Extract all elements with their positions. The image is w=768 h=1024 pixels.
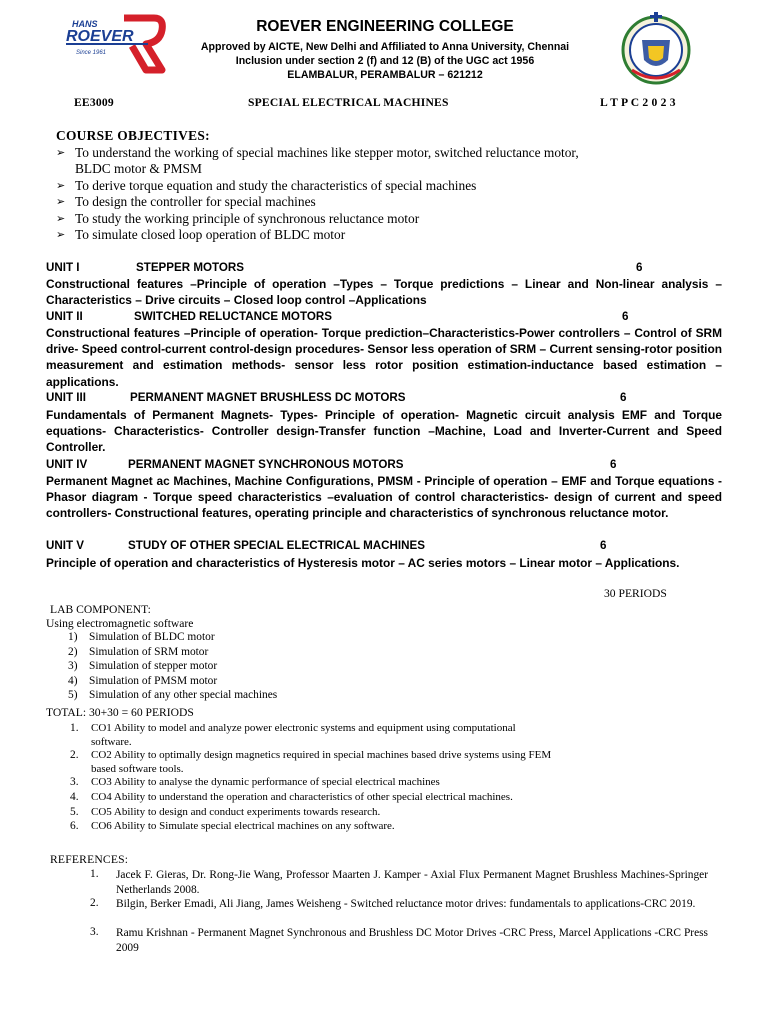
unit-number: UNIT IV [46,458,88,471]
arrow-bullet-icon: ➢ [56,147,66,159]
unit-hours: 6 [636,261,643,274]
unit-name: STUDY OF OTHER SPECIAL ELECTRICAL MACHINES [128,539,425,552]
logo-brand-top: HANS [72,19,98,29]
unit-hours: 6 [620,391,627,404]
unit-number: UNIT I [46,261,80,274]
reference-text: Jacek F. Gieras, Dr. Rong-Jie Wang, Professor Maarten J. Kamper - Axial Flux Permanent Magnet Brushless Machines-Springer Netherlands 2008. [116,869,708,896]
unit-content: Permanent Magnet ac Machines, Machine Configurations, PMSM - Principle of operation – EMF and Torque equations - Phasor diagram - Torque speed characteristics –evaluation of control characteristics- design of current and speed controllers- Constructional features, operating principle and characteristics of synchronous reluctance motor. [46,474,722,521]
total-periods: TOTAL: 30+30 = 60 PERIODS [46,706,194,719]
unit-name: STEPPER MOTORS [136,261,245,274]
unit-hours: 6 [610,458,617,471]
unit-heading [46,261,643,274]
logo-brand-since: Since 1961 [76,50,107,56]
course-ltpc: L T P C 2 0 2 3 [600,96,676,109]
unit-content: Constructional features –Principle of operation –Types – Torque predictions – Linear and Non-linear analysis – Characteristics – Drive circuits – Closed loop control –Applications [46,277,722,308]
reference-text: Bilgin, Berker Emadi, Ali Jiang, James Weisheng - Switched reluctance motor drives: fundamentals to applications-CRC 2019. [116,898,696,910]
course-code: EE3009 [74,96,114,109]
unit-number: UNIT V [46,539,85,552]
reference-number: 1. [90,868,99,880]
unit-name: PERMANENT MAGNET BRUSHLESS DC MOTORS [130,391,406,404]
unit-name: SWITCHED RELUCTANCE MOTORS [134,310,332,323]
unit-hours: 6 [622,310,629,323]
unit-name: PERMANENT MAGNET SYNCHRONOUS MOTORS [128,458,404,471]
lab-title: LAB COMPONENT: [50,603,151,616]
lab-subtitle: Using electromagnetic software [46,617,194,630]
unit-heading [46,391,627,404]
unit-number: UNIT II [46,310,83,323]
objectives-title: COURSE OBJECTIVES: [56,128,210,143]
approval-line: Approved by AICTE, New Delhi and Affiliated to Anna University, Chennai [200,41,570,53]
reference-text: Ramu Krishnan - Permanent Magnet Synchronous and Brushless DC Motor Drives -CRC Press, Marcel Applications -CRC Press 2009 [116,927,708,954]
unit-number: UNIT III [46,391,86,404]
unit-heading [46,310,629,323]
unit-content: Fundamentals of Permanent Magnets- Types- Principle of operation- Magnetic circuit analysis EMF and Torque equations- Characteristics- Controller design-Transfer function –Machine, Load and Inverter-Current and Speed Controller. [46,408,722,455]
college-name: ROEVER ENGINEERING COLLEGE [256,18,514,35]
arrow-bullet-icon: ➢ [56,180,66,192]
arrow-bullet-icon: ➢ [56,213,66,225]
logo-brand-main: ROEVER [66,28,134,45]
unit-heading [46,539,607,552]
college-seal-icon [618,10,694,86]
course-title: SPECIAL ELECTRICAL MACHINES [248,96,449,109]
unit-content: Principle of operation and characteristics of Hysteresis motor – AC series motors – Linear motor – Applications. [46,556,680,570]
ugc-line: Inclusion under section 2 (f) and 12 (B) of the UGC act 1956 [235,55,535,67]
arrow-bullet-icon: ➢ [56,196,66,208]
college-logo [62,14,166,76]
references-title: REFERENCES: [50,853,129,866]
reference-number: 3. [90,926,99,938]
unit-heading [46,458,617,471]
unit-hours: 6 [600,539,607,552]
address-line: ELAMBALUR, PERAMBALUR – 621212 [287,69,483,81]
reference-number: 2. [90,897,99,909]
arrow-bullet-icon: ➢ [56,229,66,241]
unit-content: Constructional features –Principle of operation- Torque prediction–Characteristics-Power controllers – Control of SRM drive- Speed control-current control-design procedures- Sensor less operation of SRM – Current sensing-rotor position measurement and estimation methods- sensor less rotor position estimation-inductance based estimation –applications. [46,326,722,389]
theory-periods: 30 PERIODS [604,587,667,600]
